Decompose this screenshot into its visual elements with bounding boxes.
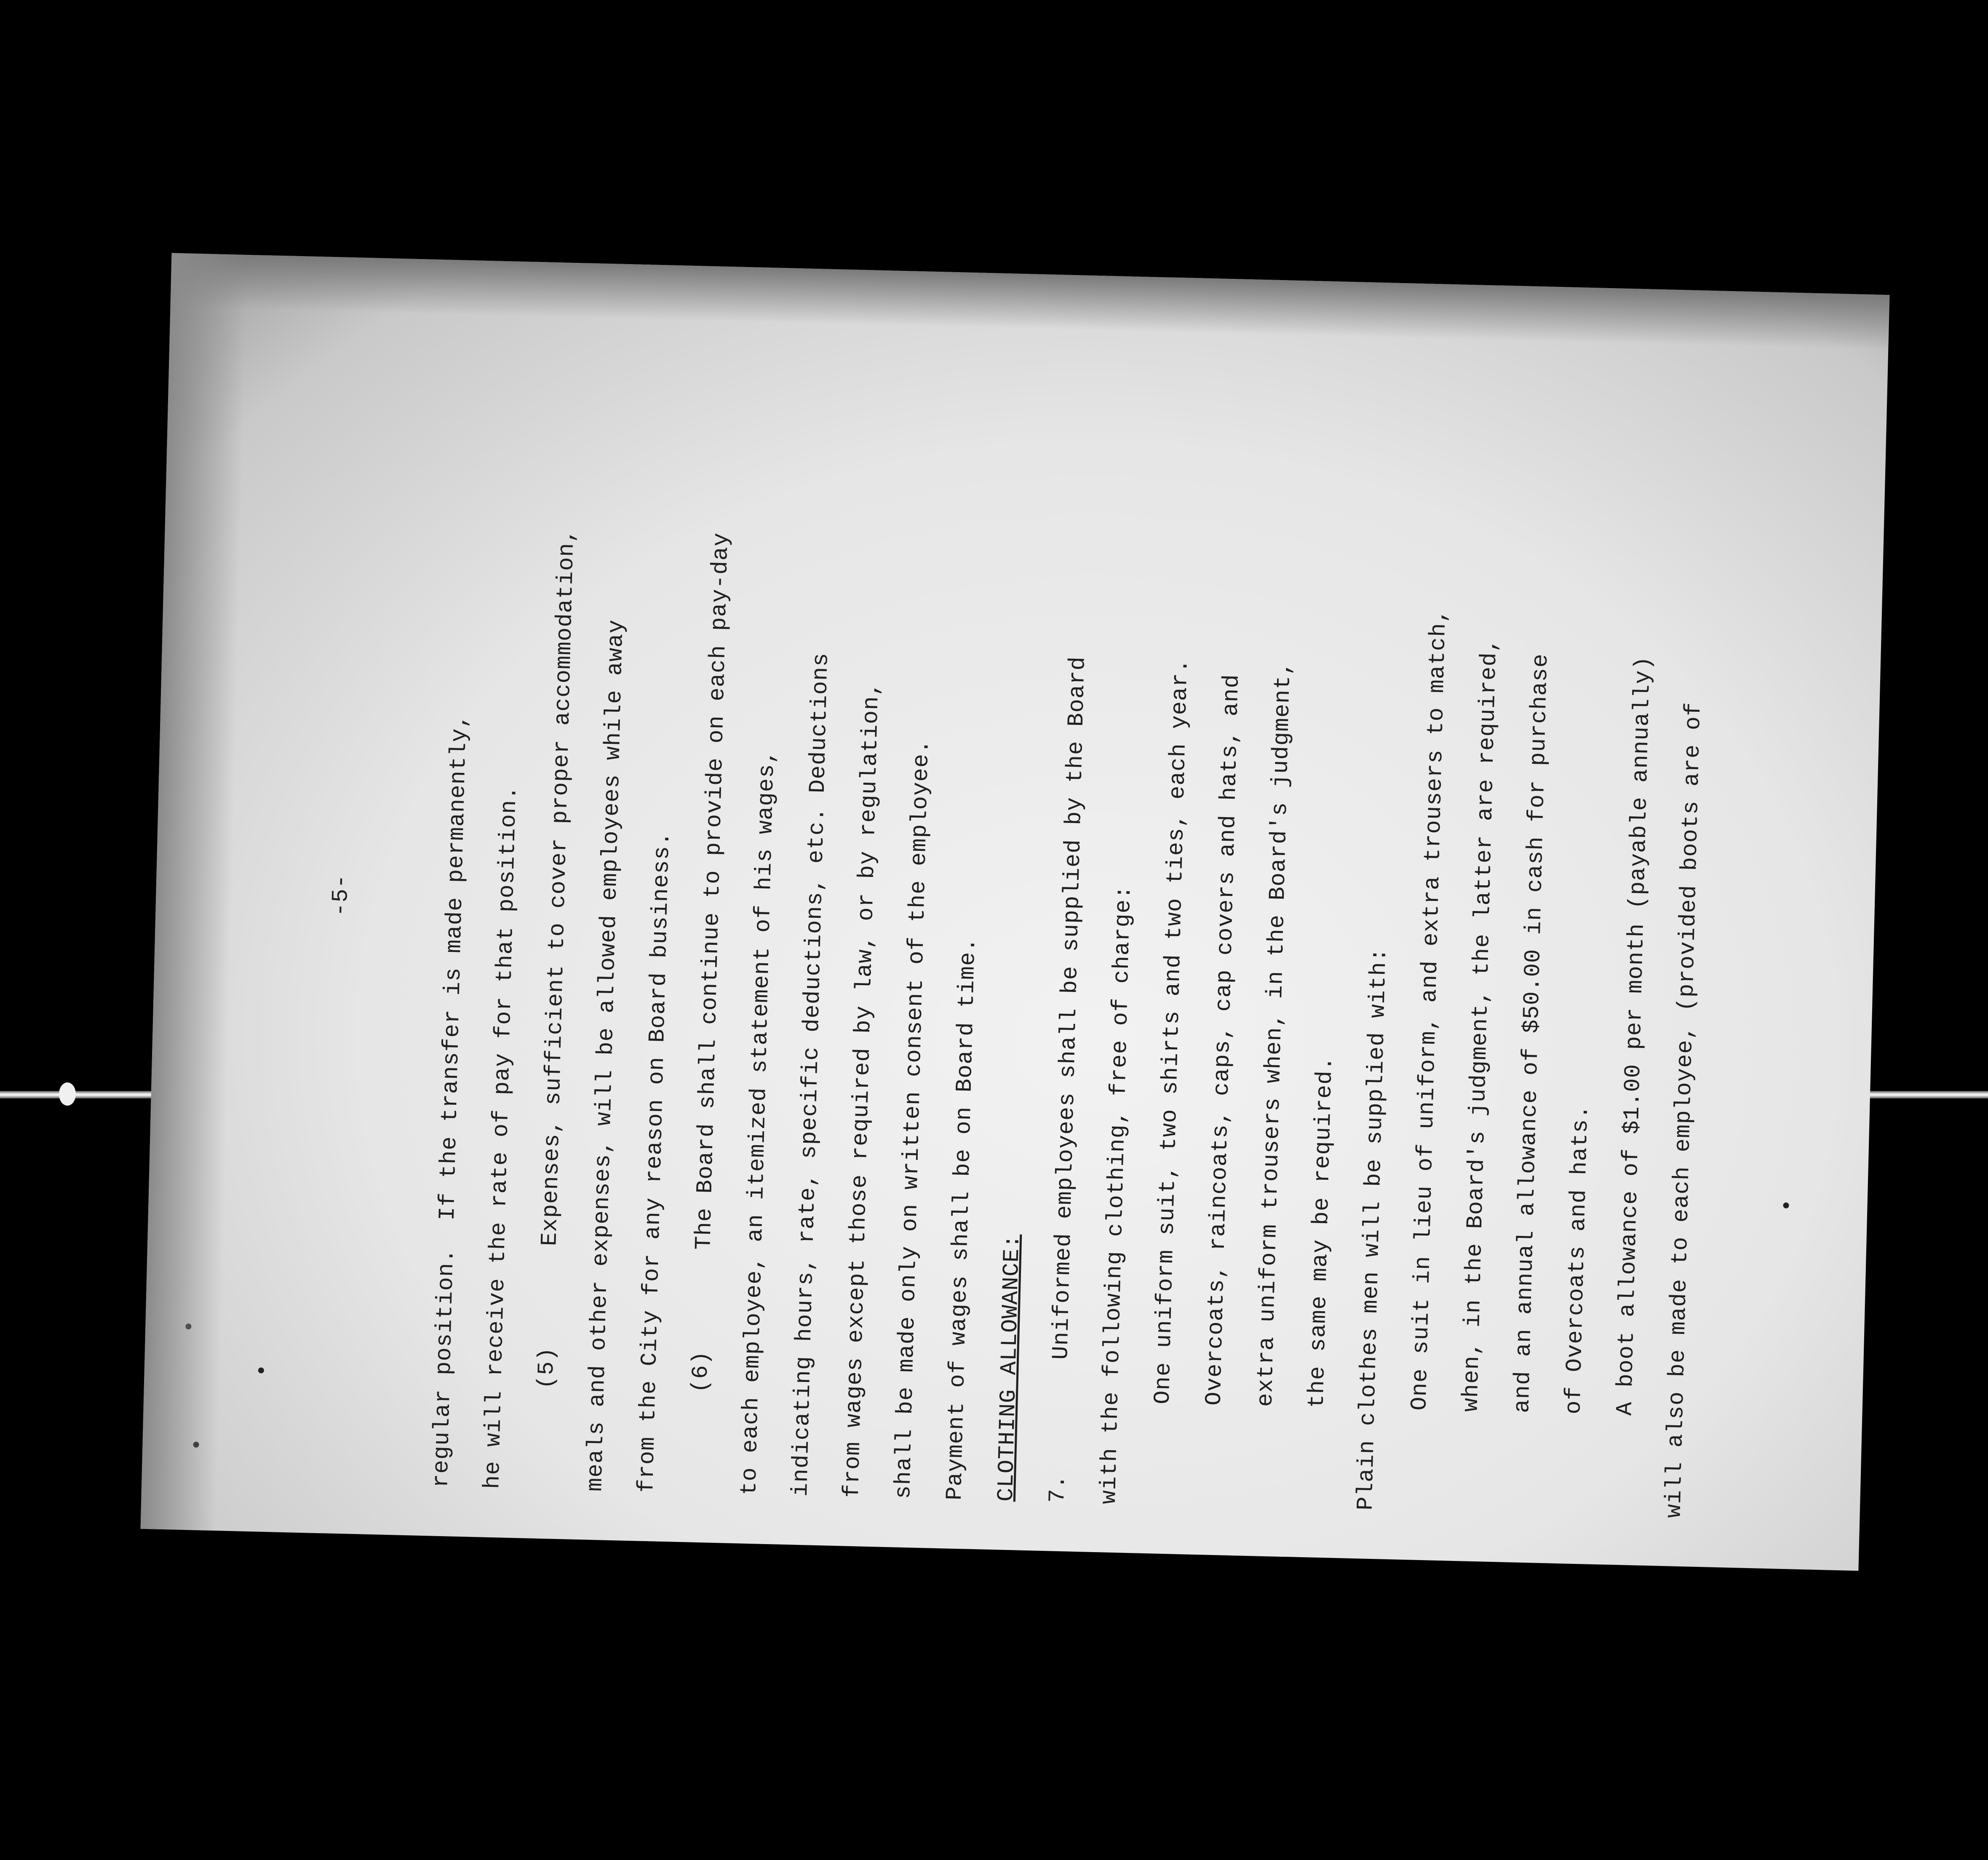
dust-speck [258, 1367, 264, 1373]
body-line: of Overcoats and hats. [1561, 1104, 1595, 1415]
film-edge-mark [59, 1082, 76, 1106]
body-line: Plain clothes men will be supplied with: [1353, 947, 1393, 1511]
body-line: extra uniform trousers when, in the Board's judgment, [1253, 661, 1297, 1407]
page-number: -5- [328, 874, 355, 917]
body-line: Payment of wages shall be on Board time. [942, 937, 982, 1501]
body-line: indicating hours, rate, specific deductions, etc. Deductions [788, 652, 834, 1497]
dust-speck [1783, 1203, 1789, 1208]
body-line: he will receive the rate of pay for that position. [480, 785, 523, 1489]
body-line: The Board shall continue to provide on each pay-day [691, 532, 735, 1250]
document-body [301, 305, 1729, 1518]
body-line: to each employee, an itemized statement of his wages, [736, 749, 781, 1496]
item-number-6: (6) [687, 1350, 715, 1393]
body-line: regular position. If the transfer is made permanently, [428, 714, 473, 1488]
film-edge-line-left [0, 1091, 173, 1098]
dust-speck [185, 1323, 191, 1329]
body-line: the same may be required. [1304, 1056, 1339, 1408]
item-number-5: (5) [533, 1347, 561, 1390]
body-line: One suit in lieu of uniform, and extra trousers to match, [1407, 608, 1452, 1411]
body-line: when, in the Board's judgment, the latter are required, [1458, 638, 1503, 1412]
item-number-7: 7. [1045, 1474, 1071, 1503]
body-line: with the following clothing, free of charge: [1096, 885, 1137, 1505]
body-line: Expenses, sufficient to cover proper accommodation, [537, 528, 580, 1247]
body-line: and an annual allowance of $50.00 in cash for purchase [1510, 653, 1554, 1414]
body-line: One uniform suit, two shirts and two ties, each year. [1150, 658, 1194, 1405]
dust-speck [193, 1442, 199, 1448]
body-line: will also be made to each employee, (provided boots are of [1661, 701, 1707, 1518]
body-line: meals and other expenses, will be allowed employees while away [583, 619, 630, 1492]
document-page [141, 253, 1890, 1571]
body-line: Uniformed employees shall be supplied by the Board [1048, 656, 1091, 1360]
body-line: from wages except those required by law, or by regulation, [839, 681, 885, 1498]
body-line: A boot allowance of $1.00 per month (payable annually) [1612, 655, 1657, 1416]
body-line: shall be made only on written consent of the employee. [890, 739, 935, 1499]
body-line: Overcoats, raincoats, caps, cap covers and hats, and [1201, 673, 1245, 1406]
body-line: from the City for any reason on Board business. [634, 831, 676, 1493]
section-heading-clothing-allowance: CLOTHING ALLOWANCE: [993, 1234, 1026, 1502]
film-edge-line-right [1853, 1091, 1988, 1098]
